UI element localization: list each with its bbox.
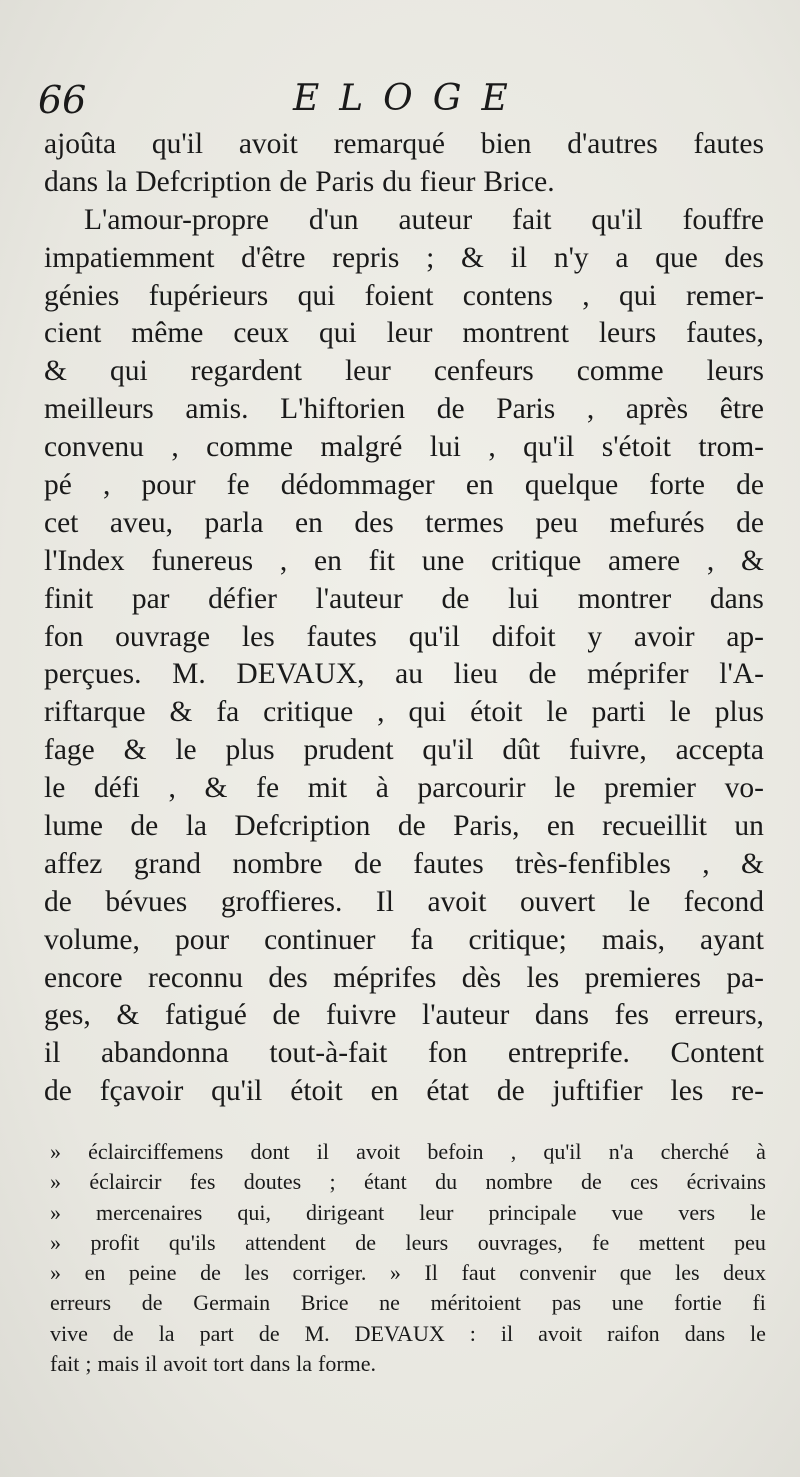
text-line: cient même ceux qui leur montrent leurs fautes,: [44, 317, 764, 350]
text-line: impatiemment d'être repris ; & il n'y a que des: [44, 241, 764, 274]
text-line: perçues. M. DEVAUX, au lieu de méprifer l'A-: [44, 658, 764, 691]
page-number: 66: [38, 78, 87, 122]
footnote-line: » profit qu'ils attendent de leurs ouvrages, fe mettent peu: [50, 1229, 766, 1255]
text-line: génies fupérieurs qui foient contens , qui remer-: [44, 279, 764, 312]
text-line: le défi , & fe mit à parcourir le premier vo-: [44, 772, 764, 805]
footnote-line: » éclaircir fes doutes ; étant du nombre de ces écrivains: [50, 1169, 766, 1195]
text-line: L'amour-propre d'un auteur fait qu'il fouffre: [84, 203, 764, 236]
page-header: [38, 78, 758, 128]
main-text: [44, 126, 764, 1111]
footnote-line: erreurs de Germain Brice ne méritoient pas une fortie fi: [50, 1290, 766, 1316]
text-line: fon ouvrage les fautes qu'il difoit y avoir ap-: [44, 620, 764, 653]
text-line: pé , pour fe dédommager en quelque forte de: [44, 469, 764, 502]
text-line: ges, & fatigué de fuivre l'auteur dans fes erreurs,: [44, 999, 764, 1032]
text-line: affez grand nombre de fautes très-fenfibles , &: [44, 847, 764, 880]
text-line: il abandonna tout-à-fait fon entreprife. Content: [44, 1037, 764, 1070]
footnote-line: fait ; mais il avoit tort dans la forme.: [50, 1351, 377, 1377]
footnote-line: » mercenaires qui, dirigeant leur principale vue vers le: [50, 1199, 766, 1225]
text-line: dans la Defcription de Paris du fieur Brice.: [44, 165, 555, 198]
text-line: de fçavoir qu'il étoit en état de juftifier les re-: [44, 1075, 764, 1108]
footnote-line: vive de la part de M. DEVAUX : il avoit raifon dans le: [50, 1320, 766, 1346]
text-line: lume de la Defcription de Paris, en recueillit un: [44, 810, 764, 843]
text-line: encore reconnu des méprifes dès les premieres pa-: [44, 961, 764, 994]
text-line: ajoûta qu'il avoit remarqué bien d'autres fautes: [44, 128, 764, 160]
text-line: volume, pour continuer fa critique; mais, ayant: [44, 923, 764, 956]
text-line: l'Index funereus , en fit une critique amere , &: [44, 544, 764, 577]
footnote-line: » éclairciffemens dont il avoit befoin , qu'il n'a cherché à: [50, 1139, 766, 1164]
text-line: convenu , comme malgré lui , qu'il s'étoit trom-: [44, 431, 764, 464]
text-line: fage & le plus prudent qu'il dût fuivre, accepta: [44, 734, 764, 767]
text-line: & qui regardent leur cenfeurs comme leurs: [44, 355, 764, 388]
text-line: riftarque & fa critique , qui étoit le parti le plus: [44, 696, 764, 729]
text-line: finit par défier l'auteur de lui montrer dans: [44, 582, 764, 615]
footnote-block: [50, 1137, 766, 1379]
text-line: meilleurs amis. L'hiftorien de Paris , après être: [44, 393, 764, 426]
text-line: de bévues groffieres. Il avoit ouvert le fecond: [44, 885, 764, 918]
running-title: ELOGE: [293, 78, 528, 119]
footnote-line: » en peine de les corriger. » Il faut convenir que les deux: [50, 1260, 766, 1286]
text-line: cet aveu, parla en des termes peu mefurés de: [44, 506, 764, 539]
